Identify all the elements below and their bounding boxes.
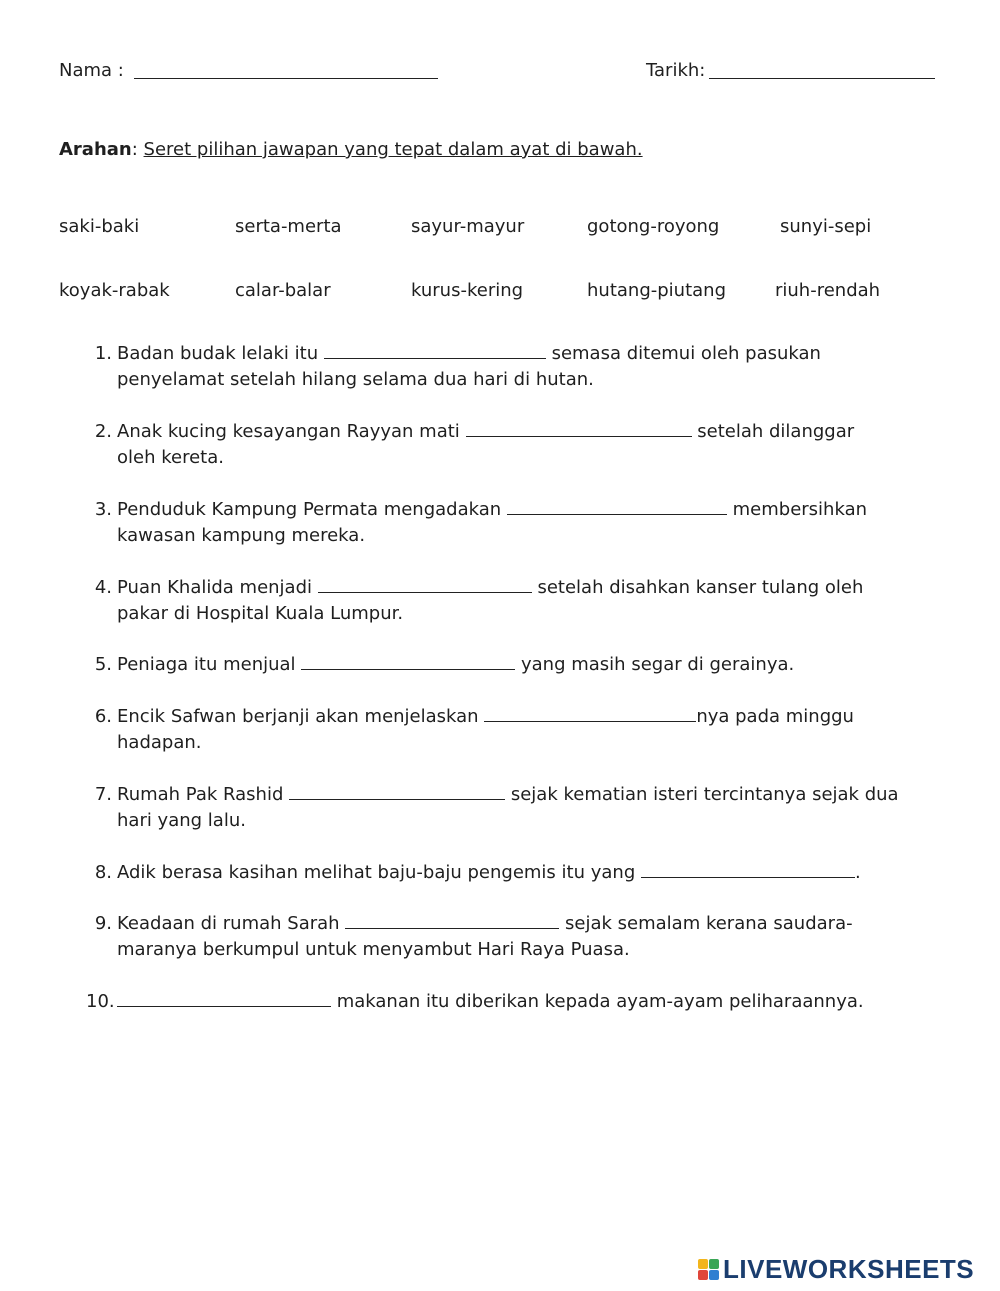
answer-blank[interactable] [289, 783, 505, 800]
word-option[interactable]: gotong-royong [587, 216, 720, 237]
logo-brand-text: LIVEWORKSHEETS [723, 1253, 975, 1284]
question-text-after: makanan itu diberikan kepada ayam-ayam peliharaannya. [331, 991, 864, 1012]
instruction-separator: : [131, 139, 144, 160]
question-text-after: setelah dilanggar [691, 421, 855, 442]
answer-blank[interactable] [301, 653, 515, 670]
question-number: 9. [94, 913, 112, 934]
word-option[interactable]: riuh-rendah [775, 280, 881, 301]
word-option[interactable]: hutang-piutang [587, 280, 726, 301]
question-text-before: Adik berasa kasihan melihat baju-baju pengemis itu yang [117, 862, 641, 883]
name-label: Nama : [59, 60, 124, 81]
answer-blank[interactable] [484, 705, 696, 722]
answer-blank[interactable] [318, 576, 532, 593]
question-text-line2: kawasan kampung mereka. [117, 525, 366, 546]
question-text-after: membersihkan [726, 499, 868, 520]
question-number: 6. [94, 706, 112, 727]
answer-blank[interactable] [507, 498, 727, 515]
word-option[interactable]: koyak-rabak [59, 280, 170, 301]
question-text-before: Keadaan di rumah Sarah [117, 913, 346, 934]
question-text-line2: oleh kereta. [117, 447, 224, 468]
answer-blank[interactable] [466, 420, 692, 437]
question-text-before: Rumah Pak Rashid [117, 784, 290, 805]
question-text-before: Encik Safwan berjanji akan menjelaskan [117, 706, 485, 727]
question-text-line2: pakar di Hospital Kuala Lumpur. [117, 603, 404, 624]
instruction [59, 139, 643, 160]
question-text-line2: hari yang lalu. [117, 810, 246, 831]
question-number: 2. [94, 421, 112, 442]
logo-tiles-icon [698, 1259, 719, 1280]
answer-blank[interactable] [641, 861, 855, 878]
answer-blank[interactable] [117, 990, 331, 1007]
answer-blank[interactable] [324, 342, 546, 359]
question-text-before: Badan budak lelaki itu [117, 343, 324, 364]
question-text-after: yang masih segar di gerainya. [515, 654, 795, 675]
date-label: Tarikh: [646, 60, 706, 81]
question-number: 7. [94, 784, 112, 805]
question-text-before: Peniaga itu menjual [117, 654, 302, 675]
question-text-line2: penyelamat setelah hilang selama dua hari di hutan. [117, 369, 594, 390]
instruction-label: Arahan [59, 139, 132, 160]
question-text-after: semasa ditemui oleh pasukan [545, 343, 821, 364]
word-option[interactable]: sunyi-sepi [780, 216, 872, 237]
question-number: 3. [94, 499, 112, 520]
question-text-before: Puan Khalida menjadi [117, 577, 318, 598]
question-text-after: . [854, 862, 861, 883]
question-number: 5. [94, 654, 112, 675]
question-text-before: Anak kucing kesayangan Rayyan mati [117, 421, 466, 442]
question-text-after: setelah disahkan kanser tulang oleh [531, 577, 864, 598]
instruction-text: Seret pilihan jawapan yang tepat dalam ayat di bawah. [143, 139, 643, 160]
word-option[interactable]: saki-baki [59, 216, 140, 237]
name-input-line[interactable] [134, 62, 438, 79]
word-option[interactable]: serta-merta [235, 216, 342, 237]
question-text-after: sejak semalam kerana saudara- [559, 913, 853, 934]
question-text-after: nya pada minggu [696, 706, 854, 727]
question-text-after: sejak kematian isteri tercintanya sejak dua [505, 784, 899, 805]
word-option[interactable]: sayur-mayur [411, 216, 525, 237]
question-number: 8. [94, 862, 112, 883]
question-text-line2: maranya berkumpul untuk menyambut Hari Raya Puasa. [117, 939, 630, 960]
word-option[interactable]: calar-balar [235, 280, 331, 301]
question-text-before: Penduduk Kampung Permata mengadakan [117, 499, 507, 520]
question-number: 10. [86, 991, 115, 1012]
question-text-line2: hadapan. [117, 732, 202, 753]
liveworksheets-logo [698, 1254, 974, 1284]
answer-blank[interactable] [345, 912, 559, 929]
date-input-line[interactable] [709, 62, 935, 79]
word-option[interactable]: kurus-kering [411, 280, 524, 301]
question-number: 1. [94, 343, 112, 364]
question-number: 4. [94, 577, 112, 598]
